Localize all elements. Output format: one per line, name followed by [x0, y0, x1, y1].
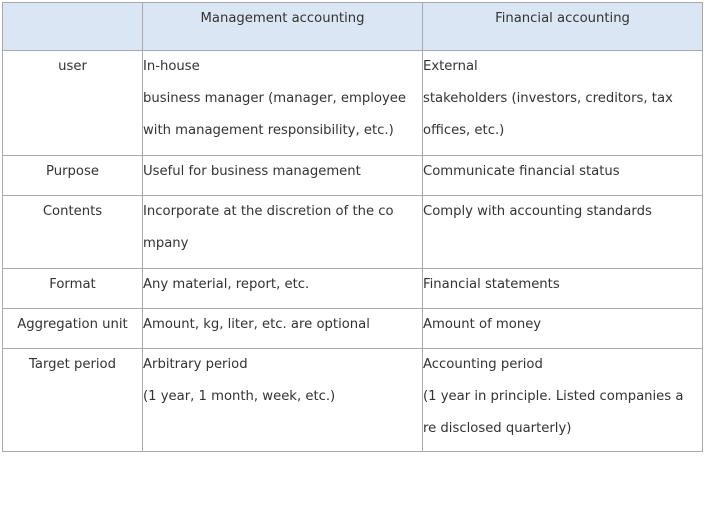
- table-row: [3, 349, 703, 452]
- cell-line: Communicate financial status: [423, 164, 620, 179]
- management-cell: [143, 349, 423, 452]
- cell-line: with management responsibility, etc.): [143, 123, 394, 138]
- cell-line: business manager (manager, employee: [143, 91, 407, 106]
- cell-line: Comply with accounting standards: [423, 204, 652, 219]
- management-cell: [143, 51, 423, 156]
- row-label: user: [3, 51, 143, 156]
- management-cell: [143, 196, 423, 269]
- header-management-accounting: Management accounting: [143, 3, 423, 51]
- cell-line: Amount of money: [423, 317, 542, 332]
- cell-line: Financial statements: [423, 277, 560, 292]
- comparison-table: [2, 2, 703, 452]
- cell-line: (1 year in principle. Listed companies a: [423, 389, 684, 404]
- cell-line: Incorporate at the discretion of the co: [143, 204, 394, 219]
- management-cell: [143, 309, 423, 349]
- cell-line: Useful for business management: [143, 164, 361, 179]
- table-row: [3, 196, 703, 269]
- cell-line: re disclosed quarterly): [423, 421, 572, 436]
- cell-line: External: [423, 59, 478, 74]
- header-row: [3, 3, 703, 51]
- cell-line: mpany: [143, 236, 189, 251]
- table-row: [3, 269, 703, 309]
- cell-line: (1 year, 1 month, week, etc.): [143, 389, 336, 404]
- header-corner-cell: [3, 3, 143, 51]
- financial-cell: [423, 196, 703, 269]
- cell-line: Any material, report, etc.: [143, 277, 310, 292]
- financial-cell: [423, 156, 703, 196]
- cell-line: Arbitrary period: [143, 357, 248, 372]
- cell-line: offices, etc.): [423, 123, 505, 138]
- financial-cell: [423, 349, 703, 452]
- table-row: [3, 156, 703, 196]
- row-label: Contents: [3, 196, 143, 269]
- row-label: Aggregation unit: [3, 309, 143, 349]
- row-label: Purpose: [3, 156, 143, 196]
- cell-line: stakeholders (investors, creditors, tax: [423, 91, 673, 106]
- financial-cell: [423, 269, 703, 309]
- management-cell: [143, 156, 423, 196]
- table-row: [3, 309, 703, 349]
- financial-cell: [423, 51, 703, 156]
- cell-line: Accounting period: [423, 357, 543, 372]
- cell-line: In-house: [143, 59, 200, 74]
- row-label: Target period: [3, 349, 143, 452]
- cell-line: Amount, kg, liter, etc. are optional: [143, 317, 370, 332]
- row-label: Format: [3, 269, 143, 309]
- financial-cell: [423, 309, 703, 349]
- management-cell: [143, 269, 423, 309]
- header-financial-accounting: Financial accounting: [423, 3, 703, 51]
- table-row: [3, 51, 703, 156]
